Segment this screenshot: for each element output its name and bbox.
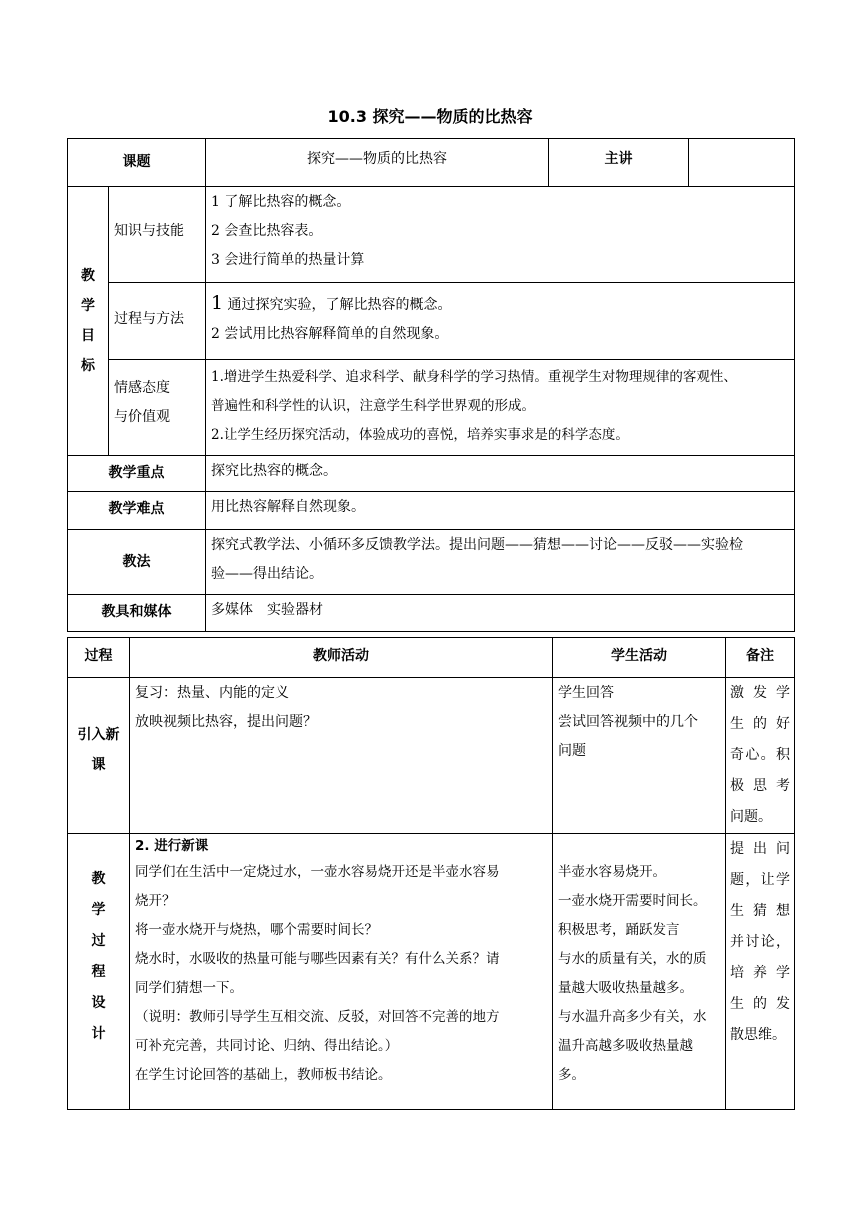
emotion-label-line: 情感态度	[114, 380, 170, 396]
key-point-label: 教学重点	[68, 456, 206, 492]
intro-label-line: 引入新	[77, 727, 120, 743]
design-note-line: 提出问	[730, 841, 790, 857]
intro-teacher-line: 放映视频比热容，提出问题？	[135, 714, 317, 730]
intro-note-line: 生的好	[730, 716, 790, 732]
design-note-line: 题，让学	[730, 872, 790, 888]
intro-label	[68, 678, 130, 834]
method-label: 教法	[68, 530, 206, 595]
design-note	[726, 834, 795, 1110]
design-student	[553, 834, 726, 1110]
design-teacher-heading: 2. 进行新课	[135, 838, 209, 854]
design-student-line: 一壶水烧开需要时间长。	[558, 893, 707, 909]
emotion-label	[109, 360, 206, 456]
design-char: 设	[91, 995, 106, 1011]
key-point-value: 探究比热容的概念。	[206, 456, 795, 492]
design-student-line: 积极思考，踊跃发言	[558, 922, 680, 938]
goals-char: 教	[81, 268, 95, 284]
intro-note-line: 极思考	[730, 778, 790, 794]
design-teacher-line: 可补充完善，共同讨论、归纳、得出结论。）	[135, 1038, 399, 1054]
method-line: 探究式教学法、小循环多反馈教学法。提出问题——猜想——讨论——反驳——实验检	[211, 537, 743, 553]
design-note-line: 生的发	[730, 996, 790, 1012]
design-char: 学	[91, 902, 106, 918]
col-header-teacher: 教师活动	[130, 638, 553, 678]
emotion-label-line: 与价值观	[114, 409, 170, 425]
speaker-value	[689, 139, 795, 187]
design-teacher-line: 同学们猜想一下。	[135, 980, 243, 996]
design-teacher	[130, 834, 553, 1110]
intro-note	[726, 678, 795, 834]
design-char: 过	[91, 933, 106, 949]
process-line	[211, 289, 789, 320]
design-teacher-line: 同学们在生活中一定烧过水，一壶水容易烧开还是半壶水容易	[135, 864, 500, 880]
design-note-line: 散思维。	[730, 1027, 786, 1043]
subject-label: 课题	[68, 139, 206, 187]
method-line: 验——得出结论。	[211, 566, 323, 582]
emotion-content	[206, 360, 795, 456]
goals-char: 目	[81, 328, 95, 344]
method-content	[206, 530, 795, 595]
intro-teacher	[130, 678, 553, 834]
design-student-line: 量越大吸收热量越多。	[558, 980, 693, 996]
col-header-student: 学生活动	[553, 638, 726, 678]
goals-char: 标	[81, 358, 95, 374]
design-teacher-line: 将一壶水烧开与烧热，哪个需要时间长？	[135, 922, 378, 938]
intro-student-line: 尝试回答视频中的几个	[558, 714, 698, 730]
col-header-note: 备注	[726, 638, 795, 678]
emotion-line: 普遍性和科学性的认识，注意学生科学世界观的形成。	[211, 398, 535, 414]
design-char: 教	[91, 871, 106, 887]
design-teacher-line: 烧水时，水吸收的热量可能与哪些因素有关？有什么关系？请	[135, 951, 500, 967]
goals-char: 学	[81, 298, 95, 314]
process-table	[67, 637, 795, 1110]
intro-student	[553, 678, 726, 834]
intro-student-line: 问题	[558, 743, 586, 759]
design-student-line: 多。	[558, 1067, 585, 1083]
design-student-line: 与水温升高多少有关，水	[558, 1009, 707, 1025]
design-student-line: 与水的质量有关，水的质	[558, 951, 707, 967]
design-teacher-line: （说明：教师引导学生互相交流、反驳，对回答不完善的地方	[135, 1009, 500, 1025]
intro-student-line: 学生回答	[558, 685, 614, 701]
page-title: 10.3 探究——物质的比热容	[327, 107, 533, 126]
intro-label-line: 课	[91, 757, 106, 773]
design-char: 计	[91, 1026, 106, 1042]
subject-value: 探究——物质的比热容	[206, 139, 549, 187]
intro-note-line: 问题。	[730, 809, 772, 825]
knowledge-content	[206, 187, 795, 283]
difficulty-label: 教学难点	[68, 492, 206, 530]
emotion-line: 1.增进学生热爱科学、追求科学、献身科学的学习热情。重视学生对物理规律的客观性、	[211, 369, 737, 385]
difficulty-value: 用比热容解释自然现象。	[206, 492, 795, 530]
process-line1-num: 1	[211, 292, 224, 314]
intro-note-line: 激发学	[730, 685, 790, 701]
process-label: 过程与方法	[109, 283, 206, 360]
knowledge-line: 2 会查比热容表。	[211, 223, 323, 239]
goals-label	[68, 187, 109, 456]
process-line1-text: 通过探究实验，了解比热容的概念。	[223, 297, 452, 313]
process-content	[206, 283, 795, 360]
intro-note-line: 奇心。积	[730, 747, 790, 763]
speaker-label: 主讲	[549, 139, 689, 187]
design-teacher-line: 在学生讨论回答的基础上，教师板书结论。	[135, 1067, 392, 1083]
lesson-info-table	[67, 138, 795, 632]
knowledge-label: 知识与技能	[109, 187, 206, 283]
design-char: 程	[91, 964, 106, 980]
knowledge-line: 3 会进行简单的热量计算	[211, 252, 365, 268]
design-note-line: 生猜想	[730, 903, 790, 919]
design-note-line: 培养学	[730, 965, 790, 981]
design-student-line: 半壶水容易烧开。	[558, 864, 666, 880]
design-student-line: 温升高越多吸收热量越	[558, 1038, 693, 1054]
design-label	[68, 834, 130, 1110]
emotion-line: 2.让学生经历探究活动，体验成功的喜悦，培养实事求是的科学态度。	[211, 427, 629, 443]
design-teacher-line: 烧开？	[135, 893, 176, 909]
process-line: 2 尝试用比热容解释简单的自然现象。	[211, 326, 449, 342]
col-header-process: 过程	[68, 638, 130, 678]
media-label: 教具和媒体	[68, 595, 206, 632]
knowledge-line: 1 了解比热容的概念。	[211, 194, 351, 210]
media-value: 多媒体 实验器材	[206, 595, 795, 632]
intro-teacher-line: 复习：热量、内能的定义	[135, 685, 289, 701]
design-note-line: 并讨论，	[730, 934, 790, 950]
